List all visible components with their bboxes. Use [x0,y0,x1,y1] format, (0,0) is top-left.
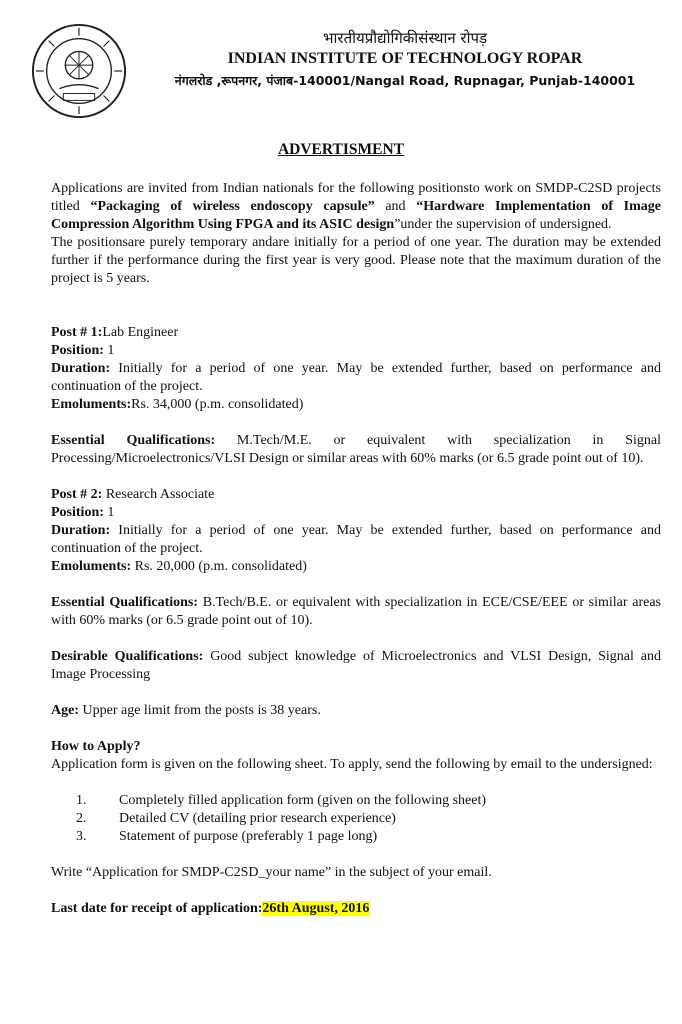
post1-position: Position: 1 [51,343,115,358]
post2-desirable-qualifications: Desirable Qualifications: Good subject knowledge of Microelectronics and VLSI Design, Signal and Image Processing [51,649,661,682]
institute-name-hindi: भारतीयप्रौद्योगिकीसंस्थान रोपड़ [323,29,487,47]
post2-essential-qualifications: Essential Qualifications: B.Tech/B.E. or equivalent with specialization in ECE/CSE/EEE or similar areas with 60% marks (or 6.5 grade point out of 10). [51,595,661,628]
email-subject-note: Write “Application for SMDP-C2SD_your name” in the subject of your email. [51,865,492,880]
duration-paragraph: The positionsare purely temporary andare initially for a period of one year. The duration may be extended further if the performance during the first year is very good. Please note that the maximum duration of the project is 5 years. [51,235,661,286]
post1-title: Post # 1:Lab Engineer [51,325,179,340]
post2-position: Position: 1 [51,505,115,520]
post1-duration: Duration: Initially for a period of one year. May be extended further, based on performance and continuation of the project. [51,361,661,394]
project-title-1: “Packaging of wireless endoscopy capsule” [90,199,375,214]
institute-name-english: INDIAN INSTITUTE OF TECHNOLOGY ROPAR [227,50,583,67]
list-item: 1. Completely filled application form (given on the following sheet) [76,793,487,808]
application-deadline: Last date for receipt of application:26th August, 2016 [51,901,370,916]
intro-paragraph: Applications are invited from Indian nationals for the following positionsto work on SMDP-C2SD projects titled “Packaging of wireless endoscopy capsule” and “Hardware Implementation of Image Compression Algorithm Using FPGA and its ASIC design”under the supervision of undersigned. [51,181,662,232]
letterhead [0,0,682,110]
age-limit: Age: Upper age limit from the posts is 38 years. [51,703,321,718]
post1-essential-qualifications: Essential Qualifications: M.Tech/M.E. or equivalent with specialization in Signal Processing/Microelectronics/VLSI Design or similar areas with 60% marks (or 6.5 grade point out of 10). [51,433,661,466]
deadline-date: 26th August, 2016 [262,901,370,916]
iit-ropar-logo [30,22,128,120]
page-title: ADVERTISMENT [277,141,405,158]
apply-checklist [51,792,661,846]
project-title-2: “Hardware Implementation of Image Compression Algorithm Using FPGA and its ASIC design [51,199,662,232]
how-to-apply-heading: How to Apply? [51,739,141,754]
post1-emoluments: Emoluments:Rs. 34,000 (p.m. consolidated) [51,397,304,412]
how-to-apply-text: Application form is given on the following sheet. To apply, send the following by email to the undersigned: [51,757,653,772]
list-item: 2. Detailed CV (detailing prior research experience) [76,811,396,826]
advertisement-body [51,180,661,918]
institute-heading [150,28,660,92]
institute-address: नंगलरोड ,रूपनगर, पंजाब-140001/Nangal Road, Rupnagar, Punjab-140001 [174,73,636,88]
list-item: 3. Statement of purpose (preferably 1 page long) [76,829,378,844]
post2-duration: Duration: Initially for a period of one year. May be extended further, based on performance and continuation of the project. [51,523,661,556]
post2-emoluments: Emoluments: Rs. 20,000 (p.m. consolidated) [51,559,307,574]
post2-title: Post # 2: Research Associate [51,487,215,502]
